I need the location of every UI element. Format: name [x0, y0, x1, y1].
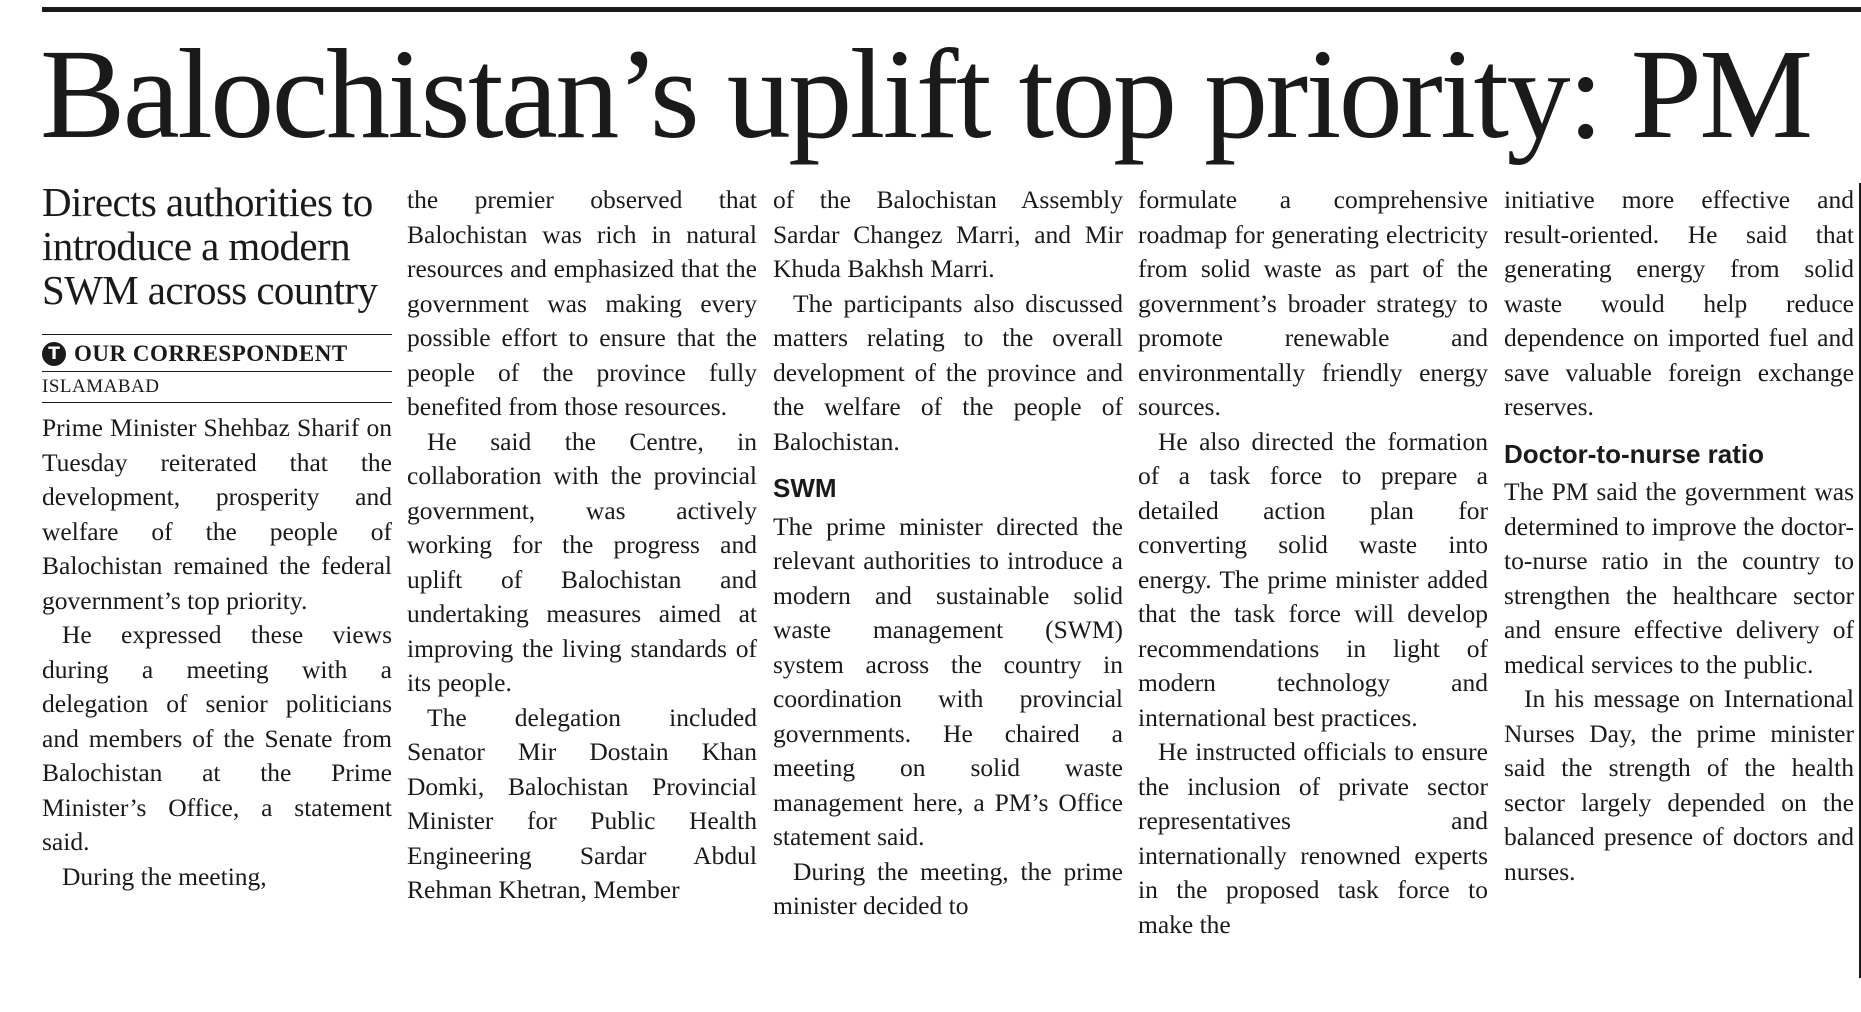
subhead-swm: SWM	[773, 473, 837, 503]
standfirst: Directs authorities to introduce a modern SWM across country	[42, 179, 378, 313]
column-4	[1138, 183, 1488, 942]
paragraph: In his message on International Nurses Day, the prime minister said the strength of the health sector largely depended on the balanced presence of doctors and nurses.	[1504, 684, 1854, 886]
column-2	[407, 183, 757, 908]
newspaper-logo-icon: T	[42, 342, 66, 366]
paragraph: The PM said the government was determined to improve the doctor-to-nurse ratio in the country to strengthen the healthcare sector and ensure effective delivery of medical services to the public.	[1504, 477, 1854, 679]
byline-author: OUR CORRESPONDENT	[74, 341, 348, 366]
paragraph: The participants also discussed matters relating to the overall development of the province and the welfare of the people of Balochistan.	[773, 288, 1123, 456]
subhead-doctor-to-nurse-ratio: Doctor-to-nurse ratio	[1504, 438, 1764, 469]
byline	[42, 334, 392, 372]
paragraph: of the Balochistan Assembly Sardar Changez Marri, and Mir Khuda Bakhsh Marri.	[773, 185, 1123, 283]
paragraph: Prime Minister Shehbaz Sharif on Tuesday reiterated that the development, prosperity and welfare of the people of Balochistan remained the federal government’s top priority.	[42, 413, 392, 615]
dateline: ISLAMABAD	[42, 372, 392, 403]
paragraph: He expressed these views during a meeting with a delegation of senior politicians and members of the Senate from Balochistan at the Prime Minister’s Office, a statement said.	[42, 620, 392, 856]
paragraph: the premier observed that Balochistan was rich in natural resources and emphasized that the government was making every possible effort to ensure that the people of the province fully benefited from those resources.	[407, 185, 757, 421]
top-rule	[42, 7, 1861, 12]
column-3	[773, 183, 1123, 924]
paragraph: He also directed the formation of a task force to prepare a detailed action plan for converting solid waste into energy. The prime minister added that the task force will develop recommendations in light of modern technology and international best practices.	[1138, 426, 1488, 732]
paragraph: He said the Centre, in collaboration with the provincial government, was actively working for the progress and uplift of Balochistan and undertaking measures aimed at improving the living standards of its people.	[407, 426, 757, 697]
paragraph: formulate a comprehensive roadmap for generating electricity from solid waste as part of the government’s broader strategy to promote renewable and environmentally friendly energy sources.	[1138, 185, 1488, 421]
paragraph: During the meeting,	[62, 861, 267, 891]
column-1	[42, 180, 392, 894]
paragraph: initiative more effective and result-oriented. He said that generating energy from solid waste would help reduce dependence on imported fuel and save valuable foreign exchange reserves.	[1504, 185, 1854, 421]
paragraph: During the meeting, the prime minister decided to	[773, 856, 1123, 920]
column-5	[1504, 183, 1854, 889]
headline: Balochistan’s uplift top priority: PM	[40, 23, 1811, 165]
paragraph: The prime minister directed the relevant authorities to introduce a modern and sustainable solid waste management (SWM) system across the country in coordination with provincial governments. He chaired a meeting on solid waste management here, a PM’s Office statement said.	[773, 511, 1123, 851]
paragraph: He instructed officials to ensure the inclusion of private sector representatives and internationally renowned experts in the proposed task force to make the	[1138, 737, 1488, 939]
paragraph: The delegation included Senator Mir Dostain Khan Domki, Balochistan Provincial Minister for Public Health Engineering Sardar Abdul Rehman Khetran, Member	[407, 702, 757, 904]
